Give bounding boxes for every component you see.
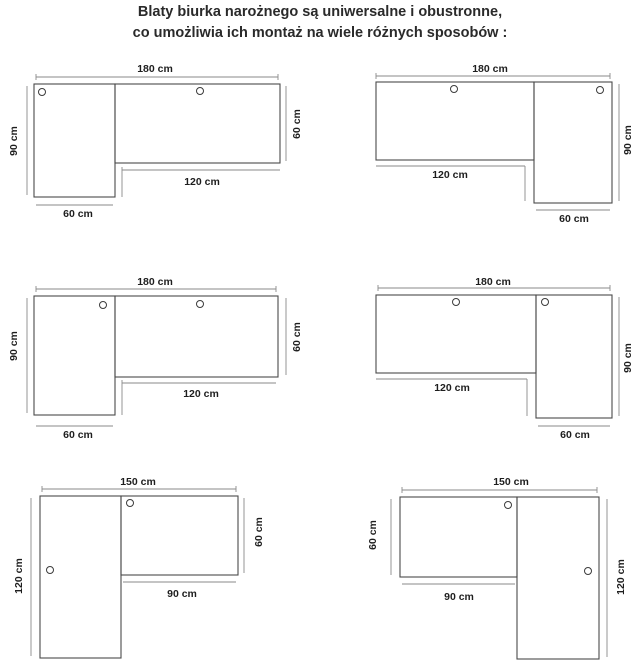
desk-panel-long <box>115 296 278 377</box>
dim-inner: 120 cm <box>432 169 468 181</box>
desk-panel-short <box>121 496 238 575</box>
dim-bottom: 60 cm <box>559 213 589 225</box>
dim-bottom: 60 cm <box>560 429 590 441</box>
desk-panel-short <box>34 84 115 197</box>
cable-hole <box>47 567 54 574</box>
layout-3 <box>8 276 303 441</box>
dim-right: 120 cm <box>615 559 627 595</box>
desk-panel-short <box>34 296 115 415</box>
layout-1 <box>8 63 303 220</box>
cable-hole <box>453 299 460 306</box>
desk-panel-tall <box>517 497 599 659</box>
desk-panel-short <box>534 82 612 203</box>
cable-hole <box>197 88 204 95</box>
dim-top: 180 cm <box>137 63 173 75</box>
dim-top: 180 cm <box>475 276 511 288</box>
cable-hole <box>197 301 204 308</box>
dim-top: 150 cm <box>493 476 529 488</box>
cable-hole <box>585 568 592 575</box>
cable-hole <box>542 299 549 306</box>
desk-panel-short <box>400 497 517 577</box>
layout-2 <box>376 63 634 225</box>
desk-panel-long <box>376 295 536 373</box>
layout-6 <box>367 476 627 659</box>
dim-left: 60 cm <box>367 520 379 550</box>
dim-right: 60 cm <box>291 109 303 139</box>
desk-panel-long <box>115 84 280 163</box>
dim-inner: 90 cm <box>444 591 474 603</box>
layout-5 <box>13 476 265 658</box>
title-line-1: Blaty biurka narożnego są uniwersalne i obustronne, <box>137 4 503 20</box>
layout-4 <box>376 276 634 441</box>
dim-right: 60 cm <box>291 322 303 352</box>
cable-hole <box>39 89 46 96</box>
dim-right: 90 cm <box>622 125 634 155</box>
dim-top: 180 cm <box>137 276 173 288</box>
cable-hole <box>451 86 458 93</box>
cable-hole <box>100 302 107 309</box>
desk-panel-long <box>376 82 534 160</box>
dim-inner: 120 cm <box>434 382 470 394</box>
title-line-2: co umożliwia ich montaż na wiele różnych sposobów : <box>132 25 508 41</box>
cable-hole <box>597 87 604 94</box>
dim-left: 90 cm <box>8 126 20 156</box>
dim-bottom: 60 cm <box>63 429 93 441</box>
desk-panel-tall <box>40 496 121 658</box>
desk-panel-short <box>536 295 612 418</box>
dim-right: 90 cm <box>622 343 634 373</box>
dim-top: 150 cm <box>120 476 156 488</box>
cable-hole <box>127 500 134 507</box>
dim-inner: 90 cm <box>167 588 197 600</box>
dim-right: 60 cm <box>253 517 265 547</box>
dim-left: 90 cm <box>8 331 20 361</box>
dim-inner: 120 cm <box>184 176 220 188</box>
cable-hole <box>505 502 512 509</box>
dim-bottom: 60 cm <box>63 208 93 220</box>
dim-left: 120 cm <box>13 558 25 594</box>
dim-top: 180 cm <box>472 63 508 75</box>
dim-inner: 120 cm <box>183 388 219 400</box>
